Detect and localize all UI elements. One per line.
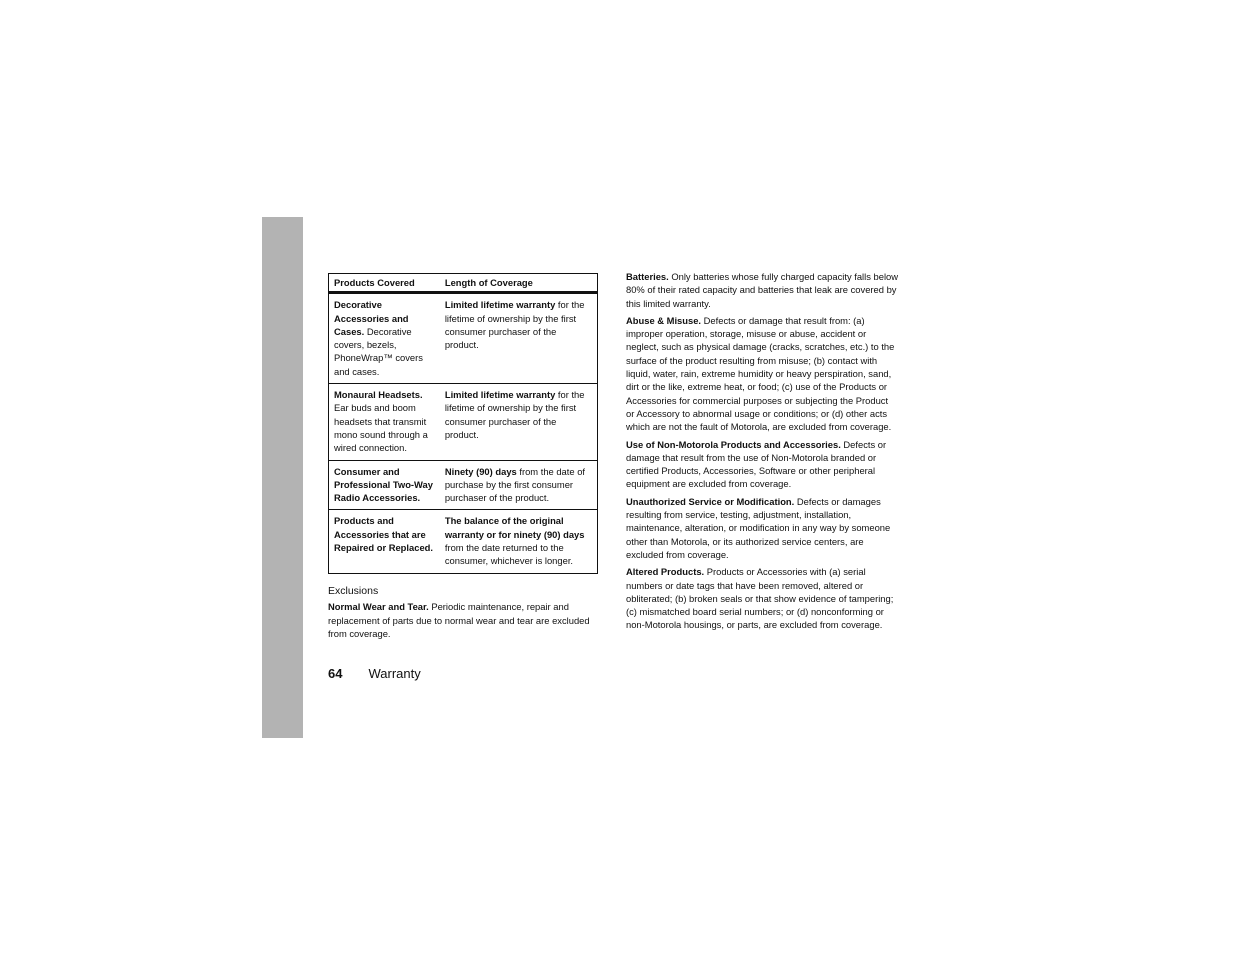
exclusions-list <box>626 270 898 636</box>
para-title: Unauthorized Service or Modification. <box>626 495 795 507</box>
exclusions-heading: Exclusions <box>328 585 379 597</box>
para-text: Defects or damage that result from: (a) improper operation, storage, misuse or abuse, accident or neglect, such as physical damage (cracks, scratches, etc.) to the surface of the product resulting from misuse; (b) contact with liquid, water, rain, extreme humidity or heavy perspiration, sand, dirt or the like, extreme heat, or food; (c) use of the Products or Accessories for commercial purposes or subjecting the Product or Accessory to abnormal usage or conditions; or (d) other acts which are not the fault of Motorola, are excluded from coverage. <box>626 314 895 433</box>
para-title: Batteries. <box>626 271 669 282</box>
page-number: 64 <box>328 666 343 681</box>
product-name: Consumer and Professional Two-Way Radio Accessories. <box>334 465 433 504</box>
table-header-row <box>329 274 598 293</box>
coverage-desc: from the date of purchase by the first consumer purchaser of the product. <box>444 465 586 504</box>
side-thumb-tab <box>262 217 303 738</box>
coverage-term: The balance of the original warranty or for ninety (90) days <box>444 515 585 540</box>
coverage-desc: from the date returned to the consumer, whichever is longer. <box>444 542 574 567</box>
para-text: Defects or damage that result from the use of Non-Motorola branded or certified Products, Accessories, Software or other peripheral equipment are excluded from coverage. <box>626 438 887 490</box>
product-name: Decorative Accessories and Cases. <box>334 299 409 337</box>
para-text: Defects or damages resulting from service, testing, adjustment, installation, maintenance, alteration, or modification in any way by someone other than Motorola, or its authorized service centers, are excluded from coverage. <box>626 495 891 560</box>
coverage-cell <box>440 460 598 510</box>
product-desc: Ear buds and boom headsets that transmit mono sound through a wired connection. <box>334 402 428 454</box>
coverage-cell <box>440 293 598 384</box>
coverage-term: Ninety (90) days <box>444 465 517 477</box>
header-length-of-coverage: Length of Coverage <box>440 274 598 293</box>
product-cell <box>329 384 440 460</box>
product-name: Products and Accessories that are Repaired or Replaced. <box>334 515 433 554</box>
para-text: Only batteries whose fully charged capacity falls below 80% of their rated capacity and batteries that leak are covered by this limited warranty. <box>626 271 899 309</box>
para-text: Products or Accessories with (a) serial numbers or date tags that have been removed, altered or obliterated; (b) broken seals or that show evidence of tampering; (c) mismatched board serial numbers; or (d) nonconforming or non-Motorola housings, or parts, are excluded from coverage. <box>626 566 894 631</box>
para-title: Altered Products. <box>626 566 705 578</box>
non-motorola-paragraph <box>626 438 898 491</box>
coverage-cell <box>440 384 598 460</box>
normal-wear-paragraph <box>328 600 598 640</box>
unauthorized-service-paragraph <box>626 495 898 561</box>
section-name: Warranty <box>368 666 421 681</box>
para-title: Normal Wear and Tear. <box>328 601 429 613</box>
table-row <box>329 384 598 460</box>
para-title: Abuse & Misuse. <box>626 314 702 326</box>
coverage-cell <box>440 510 598 573</box>
coverage-term: Limited lifetime warranty <box>444 299 556 311</box>
product-cell <box>329 460 440 510</box>
product-desc: Decorative covers, bezels, PhoneWrap™ covers and cases. <box>334 325 423 377</box>
coverage-term: Limited lifetime warranty <box>444 389 556 401</box>
header-products-covered: Products Covered <box>329 274 440 293</box>
para-title: Use of Non-Motorola Products and Accessories. <box>626 438 841 450</box>
abuse-misuse-paragraph <box>626 314 898 434</box>
exclusions-section <box>328 585 598 644</box>
coverage-desc: for the lifetime of ownership by the first consumer purchaser of the product. <box>444 299 585 351</box>
altered-products-paragraph <box>626 565 898 631</box>
table-row <box>329 293 598 384</box>
coverage-desc: for the lifetime of ownership by the first consumer purchaser of the product. <box>444 389 585 440</box>
coverage-table <box>328 273 598 574</box>
product-cell <box>329 293 440 384</box>
table-row <box>329 510 598 573</box>
table-row <box>329 460 598 510</box>
page-footer <box>328 666 421 681</box>
product-cell <box>329 510 440 573</box>
product-name: Monaural Headsets. <box>334 389 423 401</box>
para-text: Periodic maintenance, repair and replacement of parts due to normal wear and tear are excluded from coverage. <box>328 601 590 639</box>
batteries-paragraph <box>626 270 898 310</box>
